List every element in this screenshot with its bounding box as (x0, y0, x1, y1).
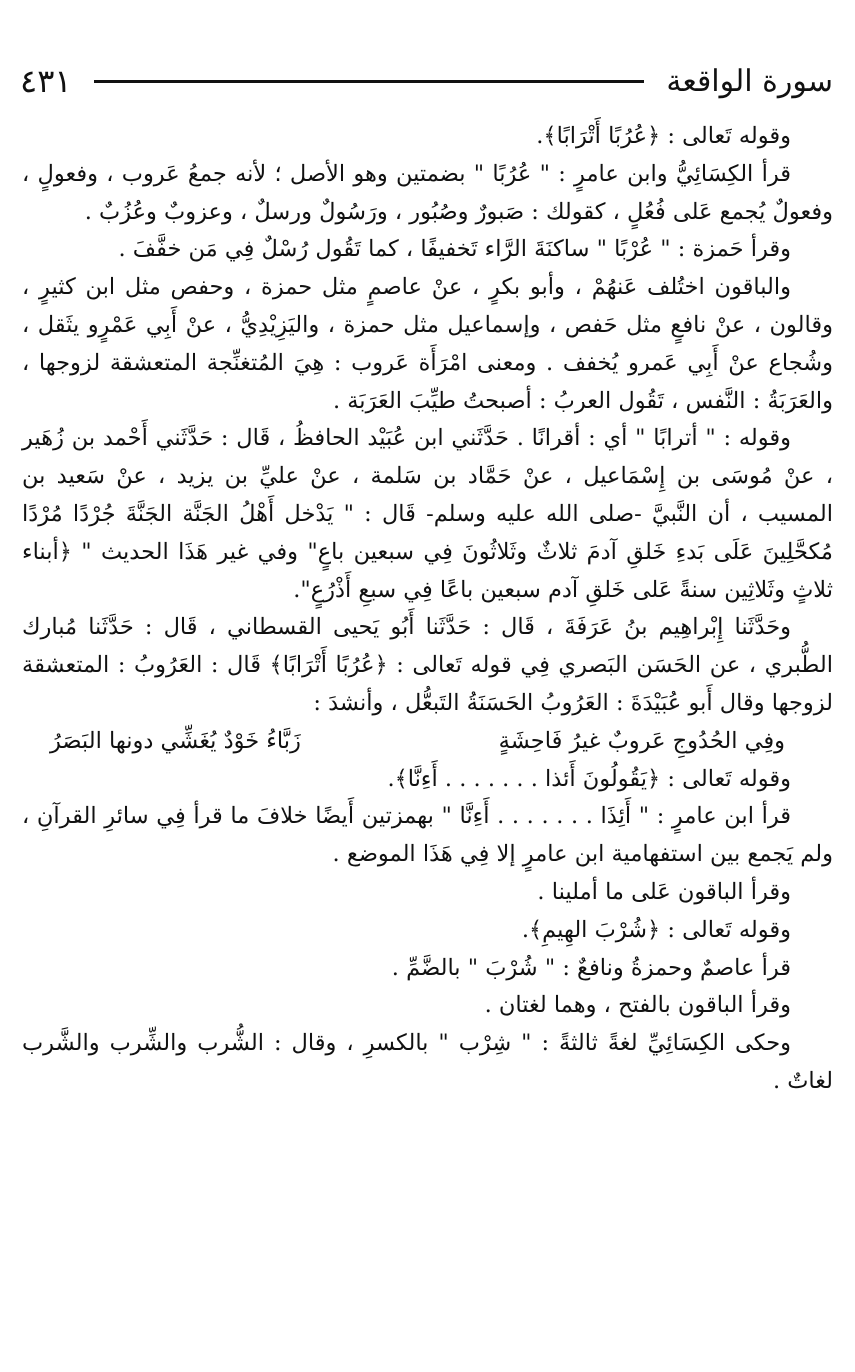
paragraph: وقرأ حَمزة : " عُرْبًا " ساكنَةَ الرَّاء تَخفيفًا ، كما تَقُول رُسْلٌ فِي مَن خفَّفَ . (118, 236, 791, 263)
page-header (20, 56, 833, 106)
paragraph: وقرأ الباقون بالفتح ، وهما لغتان . (484, 992, 791, 1019)
surah-title: سورة الواقعة (666, 63, 833, 99)
page-body (22, 118, 833, 1101)
paragraph: وقوله تَعالى : ﴿عُرُبًا أَتْرَابًا﴾. (536, 123, 791, 149)
paragraph: وقرأ الباقون عَلى ما أملينا . (537, 878, 791, 905)
paragraph: والباقون اختُلف عَنهُمْ ، وأبو بكرٍ ، عنْ عاصمٍ مثل حمزة ، وحفص مثل ابن كثيرٍ ، وقالون ، عنْ نافعٍ مثل حَفص ، وإسماعيل مثل حمزة ، واليَزِيْدِيُّ ، عنْ أَبِي عَمْرٍو يثَقل ، وشُجاع عنْ أَبِي عَمرو يُخفف . ومعنى امْرَأَة عَروب : هِيَ المُتغنِّجة المتعشقة لزوجها ، والعَرَبَةُ : النَّفس ، تَقُول العربُ : أصبحتُ طيِّبَ العَرَبَة . (22, 274, 833, 414)
paragraph: قرأ ابن عامرٍ : " أَئِذَا . . . . . . . أَءِنَّا " بهمزتين أَيضًا خلافَ ما قرأ فِي سائرِ القرآنِ ، ولم يَجمع بين استفهامية ابن عامرٍ إلا فِي هَذَا الموضع . (22, 803, 833, 868)
header-rule (94, 80, 645, 83)
paragraph: وحكى الكِسَائِيِّ لغةً ثالثةً : " شِرْب " بالكسرِ ، وقال : الشُّرب والشِّرب والشَّرب لغاتٌ . (22, 1030, 833, 1094)
verse-first-hemistich: وفِي الحُدُوجِ عَروبٌ غيرُ فَاحِشَةٍ (498, 727, 785, 754)
poetry-verse (22, 723, 833, 761)
paragraph: قرأ الكِسَائِيُّ وابن عامرٍ : " عُرُبًا " بضمتين وهو الأصل ؛ لأنه جمعُ عَروب ، وفعولٍ ، وفعولٌ يُجمع عَلى فُعُلٍ ، كقولك : صَبورٌ وصُبُور ، ورَسُولٌ ورسلٌ ، وعزوبٌ وعُزُبٌ . (22, 160, 833, 225)
paragraph: وقوله : " أترابًا " أي : أقرانًا . حَدَّثَني ابن عُبَيْد الحافظُ ، قَال : حَدَّثَني أَحْمد بن زُهَير ، عنْ مُوسَى بن إِسْمَاعيل ، عنْ حَمَّاد بن سَلمة ، عنْ عليِّ بن يزيد ، عنْ سَعيد بن المسيب ، أن النَّبيَّ -صلى الله عليه وسلم- قَال : " يَدْخل أَهْلُ الجَنَّة الجَنَّةَ جُرْدًا مُرْدًا مُكحَّلِينَ عَلَى بَدءِ خَلقِ آدمَ ثلاثٌ وثَلاثُونَ فِي سبعين باعٍ" وفي غير هَذَا الحديث " ﴿أبناء ثلاثٍ وثَلاثِين سنةً عَلى خَلقِ آدم سبعين باعًا فِي سبعِ أَذْرُعٍ". (22, 425, 833, 603)
paragraph: وقوله تَعالى : ﴿يَقُولُونَ أَئذا . . . . . . . أَءِنَّا﴾. (387, 765, 791, 792)
paragraph: وحَدَّثَنا إِبْراهِيم بنُ عَرَفَةَ ، قَال : حَدَّثَنا أَبُو يَحيى القسطاني ، قَال : حَدَّثَنا مُبارك الطُّبري ، عن الحَسَن البَصري فِي قوله تَعالى : ﴿عُرُبًا أَتْرَابًا﴾ قَال : العَرُوبُ : المتعشقة لزوجها وقال أَبو عُبَيْدَةَ : العَرُوبُ الحَسَنَةُ التَبعُّل ، وأنشدَ : (22, 614, 833, 716)
page-number: ٤٣١ (20, 62, 72, 100)
paragraph: وقوله تَعالى : ﴿شُرْبَ الهِيمِ﴾. (521, 916, 791, 943)
verse-second-hemistich: زَبَّاءُ خَوْدٌ يُغَشِّي دونها البَصَرُ (50, 727, 301, 754)
paragraph: قرأ عاصمٌ وحمزةُ ونافعٌ : " شُرْبَ " بالضَّمِّ . (391, 954, 791, 981)
